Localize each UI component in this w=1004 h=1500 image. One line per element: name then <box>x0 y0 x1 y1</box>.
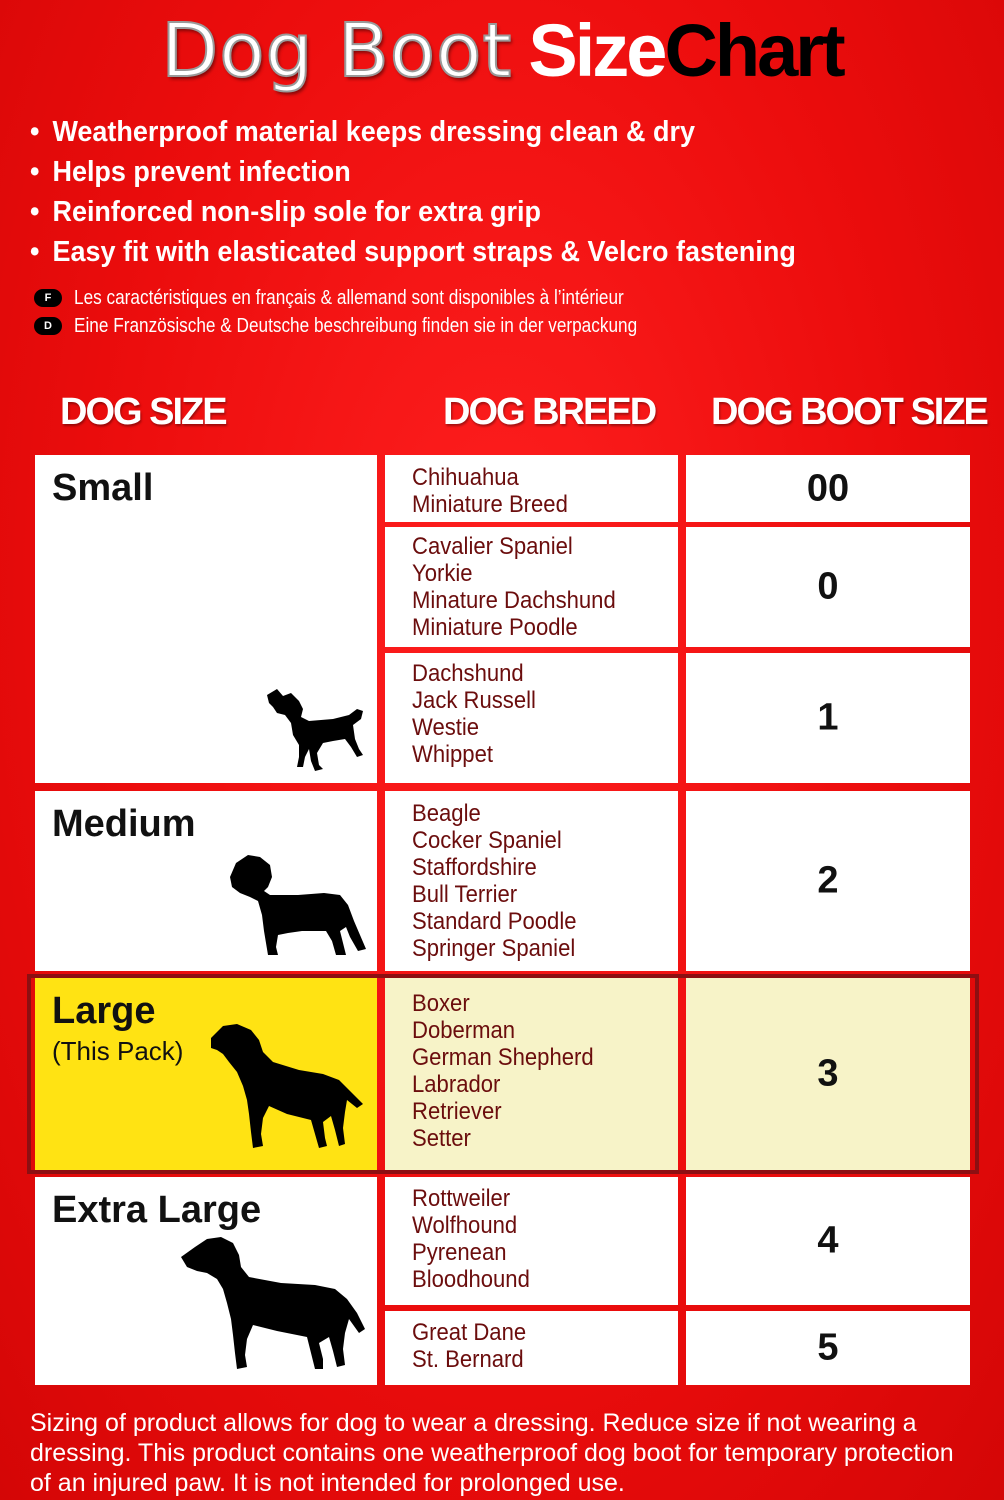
feature-item: • Easy fit with elasticated support straps & Velcro fastening <box>30 232 796 272</box>
breed-item: Boxer <box>412 990 470 1017</box>
language-note-german <box>34 312 729 340</box>
breed-item: Standard Poodle <box>412 908 577 935</box>
breed-item: Rottweiler <box>412 1185 511 1212</box>
boot-size-cell <box>686 1311 970 1385</box>
boot-size-value: 0 <box>817 565 839 608</box>
size-label: Extra Large <box>52 1189 262 1231</box>
breed-item: St. Bernard <box>412 1346 524 1373</box>
language-badge-f: F <box>34 289 62 307</box>
page-title <box>0 6 1004 96</box>
boot-size-cell <box>686 455 970 522</box>
feature-item: • Helps prevent infection <box>30 152 796 192</box>
breed-cell <box>385 1311 678 1385</box>
breed-item: Labrador <box>412 1071 501 1098</box>
breed-item: Chihuahua <box>412 464 519 491</box>
header-dog-breed: DOG BREED <box>443 391 656 433</box>
boot-size-value: 00 <box>806 467 850 509</box>
boot-size-cell <box>686 653 970 783</box>
breed-item: Bull Terrier <box>412 881 518 908</box>
breed-item: Bloodhound <box>412 1266 530 1293</box>
boot-size-cell <box>686 527 970 647</box>
title-size: Size <box>528 9 665 92</box>
boot-size-cell <box>686 1177 970 1305</box>
breed-item: Beagle <box>412 800 481 827</box>
breed-item: Westie <box>412 714 480 741</box>
breed-cell <box>385 527 678 647</box>
breed-item: Retriever <box>412 1098 502 1125</box>
breed-item: Whippet <box>412 741 494 768</box>
breed-item: Cocker Spaniel <box>412 827 562 854</box>
footer-disclaimer: Sizing of product allows for dog to wear a dressing. Reduce size if not wearing a dressing. This product contains one weatherproof dog boot for temporary protection of an injured paw. It is not intended for prolonged use. <box>30 1409 954 1497</box>
breed-cell <box>385 653 678 783</box>
breed-list <box>412 533 633 641</box>
boot-size-value: 2 <box>817 859 839 902</box>
breed-item: Miniature Breed <box>412 491 568 518</box>
breed-item: Setter <box>412 1125 471 1152</box>
breed-item: Dachshund <box>412 660 524 687</box>
breed-item: Miniature Poodle <box>412 614 578 641</box>
size-cell-small <box>35 455 377 783</box>
boot-size-value: 4 <box>817 1219 839 1262</box>
breed-item: Springer Spaniel <box>412 935 576 962</box>
size-label: Large <box>52 990 156 1032</box>
size-label: Small <box>52 467 154 509</box>
breed-list <box>412 464 581 518</box>
boot-size-cell <box>686 791 970 971</box>
breed-item: Pyrenean <box>412 1239 507 1266</box>
breed-item: Wolfhound <box>412 1212 518 1239</box>
boot-size-value: 3 <box>817 1052 839 1095</box>
breed-list <box>412 800 591 962</box>
size-label: Medium <box>52 803 196 845</box>
header-dog-size: DOG SIZE <box>60 391 226 433</box>
medium-dog-icon <box>228 851 368 961</box>
boot-size-value: 5 <box>817 1326 839 1369</box>
breed-item: Cavalier Spaniel <box>412 533 573 560</box>
feature-item: • Weatherproof material keeps dressing clean & dry <box>30 112 796 152</box>
small-dog-icon <box>263 687 369 773</box>
breed-item: Minature Dachshund <box>412 587 616 614</box>
breed-cell <box>385 455 678 522</box>
size-cell-medium <box>35 791 377 971</box>
boot-size-value: 1 <box>817 696 839 739</box>
breed-list <box>412 660 547 768</box>
language-note-text: Les caractéristiques en français & allemand sont disponibles à l’intérieur <box>74 286 624 309</box>
title-chart: Chart <box>664 9 843 92</box>
breed-list <box>412 1319 536 1373</box>
breed-item: Jack Russell <box>412 687 536 714</box>
language-notes <box>34 284 729 340</box>
breed-list <box>412 1185 540 1293</box>
breed-item: Doberman <box>412 1017 516 1044</box>
breed-item: Great Dane <box>412 1319 527 1346</box>
size-cell-extra-large <box>35 1177 377 1385</box>
breed-item: Yorkie <box>412 560 473 587</box>
breed-cell <box>385 791 678 971</box>
extra-large-dog-icon <box>177 1233 367 1373</box>
breed-item: German Shepherd <box>412 1044 594 1071</box>
breed-cell <box>385 1177 678 1305</box>
language-badge-d: D <box>34 317 62 335</box>
header-dog-boot-size: DOG BOOT SIZE <box>711 391 987 433</box>
breed-item: Staffordshire <box>412 854 537 881</box>
language-note-text: Eine Französische & Deutsche beschreibung finden sie in der verpackung <box>74 314 638 337</box>
language-note-french <box>34 284 729 312</box>
title-dog-boot: Dog Boot <box>161 8 513 94</box>
feature-item: • Reinforced non-slip sole for extra grip <box>30 192 796 232</box>
this-pack-label: (This Pack) <box>52 1036 184 1066</box>
feature-list <box>30 112 853 272</box>
this-pack-highlight-frame <box>27 974 979 1174</box>
